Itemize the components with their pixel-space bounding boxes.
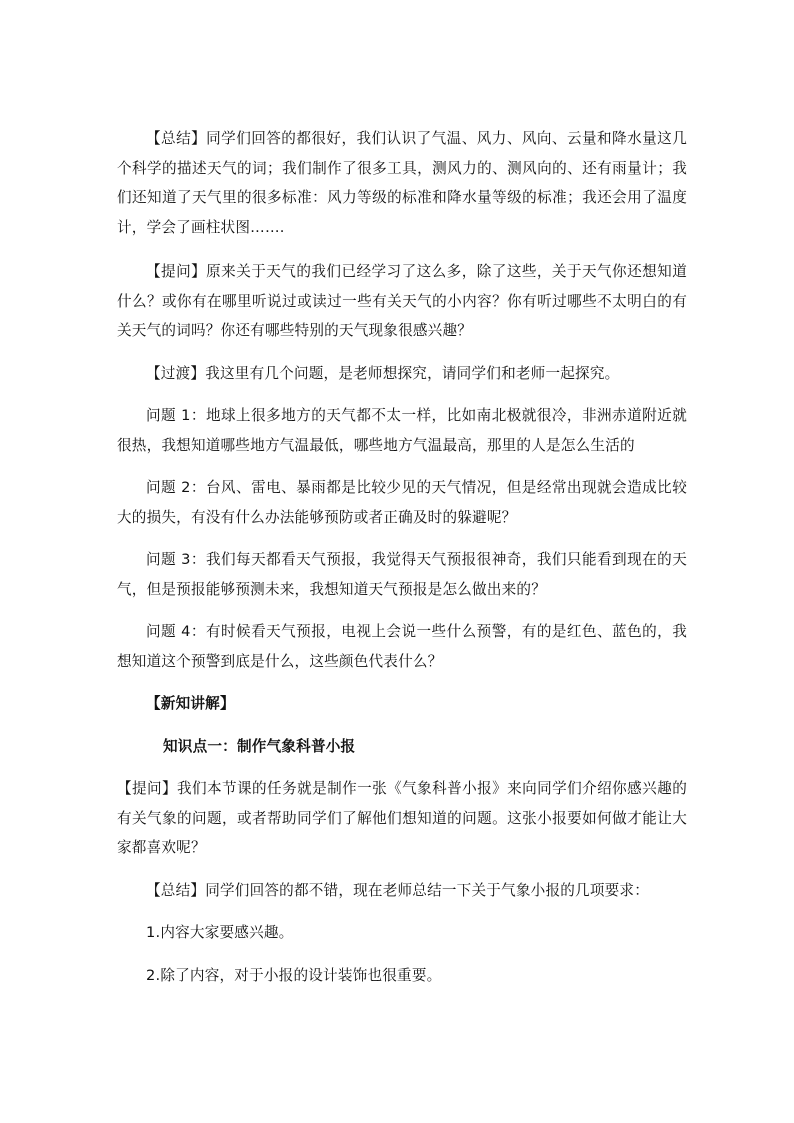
question-text: 我们本节课的任务就是制作一张《气象科普小报》来向同学们介绍你感兴趣的有关气象的问题，或者帮助同学们了解他们想知道的问题。这张小报要如何做才能让大家都喜欢呢？ (117, 780, 687, 856)
question-paragraph-1 (117, 257, 687, 346)
document-body (117, 124, 687, 990)
requirement-item-1: 1.内容大家要感兴趣。 (146, 924, 294, 941)
question-paragraph-2 (117, 774, 687, 863)
question-tag: 【提问】 (146, 263, 207, 280)
summary-paragraph-2 (117, 876, 687, 906)
summary-tag: 【总结】 (146, 881, 206, 899)
question-text: 原来关于天气的我们已经学习了这么多，除了这些，关于天气你还想知道什么？或你有在哪里听说过或读过一些有关天气的小内容？你有听过哪些不太明白的有关天气的词吗？你还有哪些特别的天气现象很感兴趣？ (117, 263, 687, 339)
transition-tag: 【过渡】 (146, 364, 206, 382)
transition-paragraph (117, 359, 687, 389)
problem-2-paragraph: 问题 2：台风、雷电、暴雨都是比较少见的天气情况，但是经常出现就会造成比较大的损失，有没有什么办法能够预防或者正确及时的躲避呢？ (117, 479, 687, 526)
problem-3-paragraph: 问题 3：我们每天都看天气预报，我觉得天气预报很神奇，我们只能看到现在的天气，但是预报能够预测未来，我想知道天气预报是怎么做出来的？ (117, 551, 687, 598)
requirement-item-2: 2.除了内容，对于小报的设计装饰也很重要。 (146, 966, 442, 984)
summary-paragraph-1 (117, 124, 687, 242)
summary-tag: 【总结】 (146, 130, 207, 147)
new-knowledge-heading: 【新知讲解】 (146, 695, 235, 712)
summary-text: 同学们回答的都不错，现在老师总结一下关于气象小报的几项要求： (205, 881, 650, 899)
problem-4-paragraph: 问题 4：有时候看天气预报，电视上会说一些什么预警，有的是红色、蓝色的，我想知道这个预警到底是什么，这些颜色代表什么？ (117, 623, 687, 670)
problem-1-paragraph: 问题 1：地球上很多地方的天气都不太一样，比如南北极就很冷，非洲赤道附近就很热，我想知道哪些地方气温最低，哪些地方气温最高，那里的人是怎么生活的 (117, 407, 687, 454)
transition-text: 我这里有几个问题，是老师想探究，请同学们和老师一起探究。 (205, 364, 620, 382)
knowledge-point-heading: 知识点一：制作气象科普小报 (163, 737, 356, 755)
summary-text: 同学们回答的都很好，我们认识了气温、风力、风向、云量和降水量这几个科学的描述天气的词；我们制作了很多工具，测风力的、测风向的、还有雨量计；我们还知道了天气里的很多标准：风力等级的标准和降水量等级的标准；我还会用了温度计，学会了画柱状图……. (117, 130, 687, 236)
question-tag: 【提问】 (117, 780, 178, 797)
